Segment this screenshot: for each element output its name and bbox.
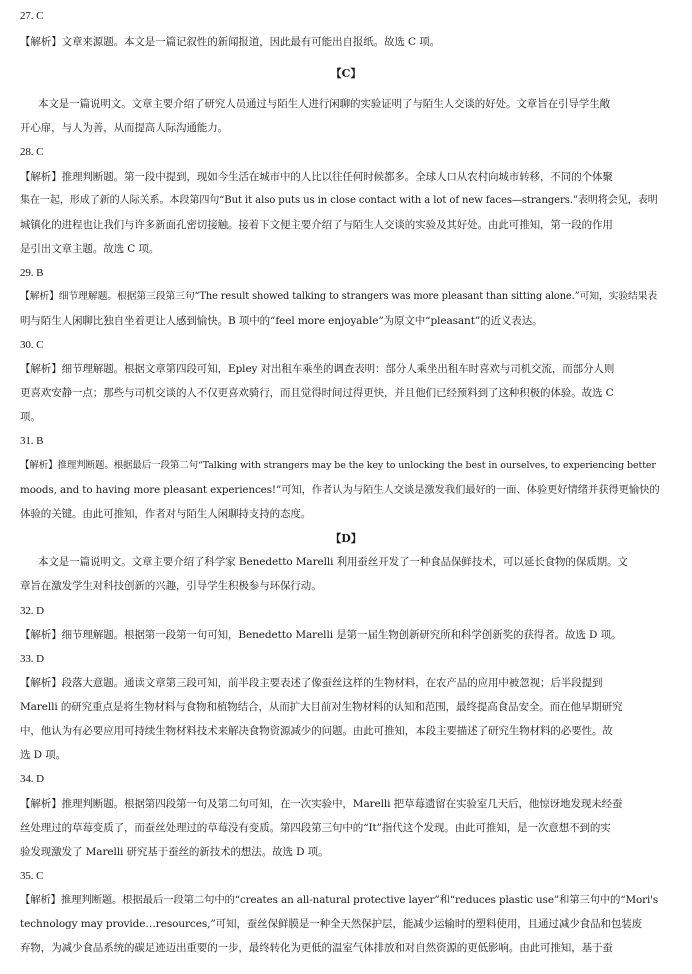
explanation-29-line-1: 【解析】细节理解题。根据第三段第三句“The result showed talking to strangers was more pleasant than sitting alone.”可知，实验结果表 xyxy=(20,291,658,302)
explanation-29-line-2: 明与陌生人闲聊比独自坐着更让人感到愉快。B 项中的“feel more enjoyable”为原文中“pleasant”的近义表达。 xyxy=(20,315,543,327)
explanation-30-line-3: 项。 xyxy=(20,411,41,423)
answer-32: 32. D xyxy=(20,605,44,617)
section-heading-d: 【D】 xyxy=(330,532,362,545)
answer-28: 28. C xyxy=(20,146,44,158)
explanation-27: 【解析】文章来源题。本文是一篇记叙性的新闻报道，因此最有可能出自报纸。故选 C 项。 xyxy=(20,36,441,48)
explanation-31-line-1: 【解析】推理判断题。根据最后一段第二句“Talking with strangers may be the key to unlocking the best in ourselves, to experiencing better xyxy=(20,460,656,471)
summary-c-line-2: 开心扉，与人为善，从而提高人际沟通能力。 xyxy=(20,122,228,134)
explanation-31-line-2: moods, and to having more pleasant experiences!”可知，作者认为与陌生人交谈是激发我们最好的一面、体验更好情绪并获得更愉快的 xyxy=(20,484,660,496)
explanation-28-line-1: 【解析】推理判断题。第一段中提到，现如今生活在城市中的人比以往任何时候都多。全球人口从农村向城市转移，不同的个体聚 xyxy=(20,171,613,183)
explanation-34-line-2: 丝处理过的草莓变质了，而蚕丝处理过的草莓没有变质。第四段第三句中的“It”指代这个发现。由此可推知，是一次意想不到的实 xyxy=(20,822,611,834)
explanation-35-line-3: 弃物，为减少食品系统的碳足迹迈出重要的一步，最终转化为更低的温室气体排放和对自然资源的更低影响。由此可推知，基于蚕 xyxy=(20,942,613,954)
explanation-28-line-4: 是引出文章主题。故选 C 项。 xyxy=(20,243,160,255)
summary-d-line-2: 章旨在激发学生对科技创新的兴趣，引导学生积极参与环保行动。 xyxy=(20,580,322,592)
explanation-28-line-2: 集在一起，形成了新的人际关系。本段第四句“But it also puts us in close contact with a lot of new faces—strangers.”表明将会见，表明 xyxy=(20,195,658,206)
section-heading-c: 【C】 xyxy=(330,67,362,80)
summary-c-line-1: 本文是一篇说明文。文章主要介绍了研究人员通过与陌生人进行闲聊的实验证明了与陌生人交谈的好处。文章旨在引导学生敞 xyxy=(38,98,610,110)
answer-29: 29. B xyxy=(20,267,44,279)
explanation-33-line-3: 中，他认为有必要应用可持续生物材料技术来解决食物资源减少的问题。由此可推知，本段主要描述了研究生物材料的必要性。故 xyxy=(20,725,613,737)
explanation-34-line-1: 【解析】推理判断题。根据第四段第一句及第二句可知，在一次实验中，Marelli 把草莓遗留在实验室几天后，他惊讶地发现未经蚕 xyxy=(20,798,623,810)
answer-33: 33. D xyxy=(20,653,44,665)
explanation-33-line-2: Marelli 的研究重点是将生物材料与食物和植物结合，从而扩大目前对生物材料的认知和范围，最终提高食品安全。而在他早期研究 xyxy=(20,701,623,713)
explanation-35-line-1: 【解析】推理判断题。根据最后一段第二句中的“creates an all-natural protective layer”和“reduces plastic use”和第三句中的“Mori's xyxy=(20,894,659,906)
explanation-31-line-3: 体验的关键。由此可推知，作者对与陌生人闲聊持支持的态度。 xyxy=(20,508,312,520)
explanation-35-line-2: technology may provide…resources,”可知，蚕丝保鲜膜是一种全天然保护层，能减少运输时的塑料使用，且通过减少食品和包装废 xyxy=(20,918,643,930)
explanation-33-line-1: 【解析】段落大意题。通读文章第三段可知，前半段主要表述了像蚕丝这样的生物材料，在农产品的应用中被忽视；后半段提到 xyxy=(20,677,603,689)
explanation-34-line-3: 验发现激发了 Marelli 研究基于蚕丝的新技术的想法。故选 D 项。 xyxy=(20,846,329,858)
answer-34: 34. D xyxy=(20,773,44,785)
answer-27: 27. C xyxy=(20,10,44,22)
summary-d-line-1: 本文是一篇说明文。文章主要介绍了科学家 Benedetto Marelli 利用蚕丝开发了一种食品保鲜技术，可以延长食物的保质期。文 xyxy=(38,556,628,568)
explanation-32: 【解析】细节理解题。根据第一段第一句可知，Benedetto Marelli 是第一届生物创新研究所和科学创新奖的获得者。故选 D 项。 xyxy=(20,629,622,641)
explanation-28-line-3: 城镇化的进程也让我们与许多新面孔密切接触。接着下文便主要介绍了与陌生人交谈的实验及其好处。由此可推知，第一段的作用 xyxy=(20,219,613,231)
answer-35: 35. C xyxy=(20,870,44,882)
explanation-30-line-1: 【解析】细节理解题。根据文章第四段可知，Epley 对出租车乘坐的调查表明：部分人乘坐出租车时喜欢与司机交流，而部分人则 xyxy=(20,363,615,375)
answer-30: 30. C xyxy=(20,339,44,351)
explanation-33-line-4: 选 D 项。 xyxy=(20,749,66,761)
answer-31: 31. B xyxy=(20,435,44,447)
explanation-30-line-2: 更喜欢安静一点；那些与司机交谈的人不仅更喜欢骑行，而且觉得时间过得更快，并且他们已经预料到了这种积极的体验。故选 C xyxy=(20,387,614,399)
